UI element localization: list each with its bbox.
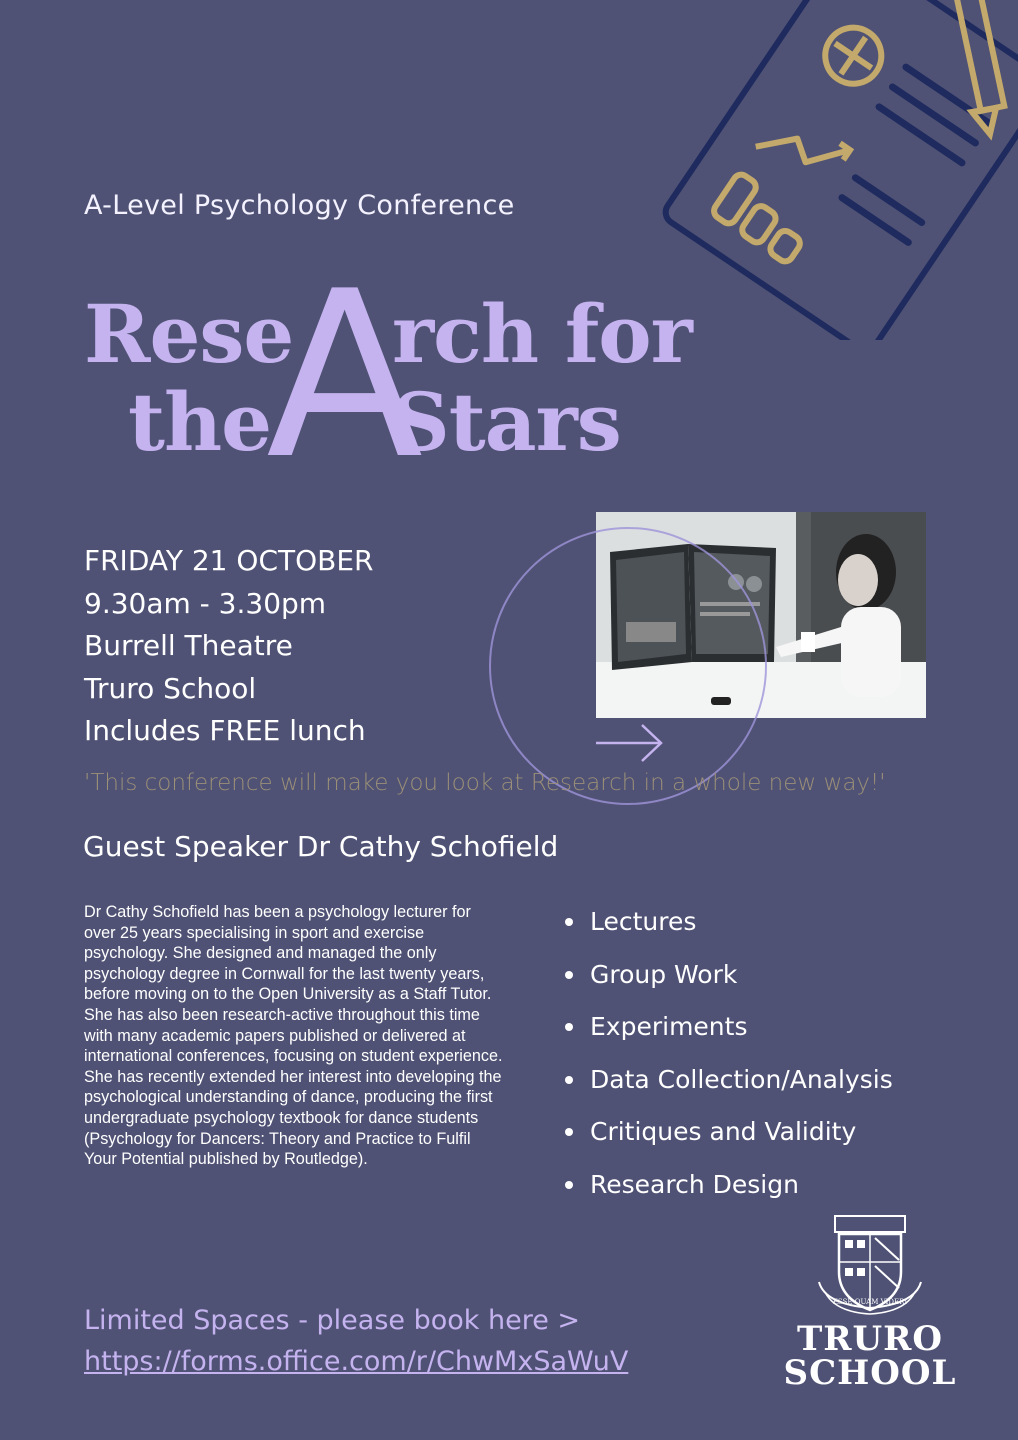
title-part: the <box>128 375 272 469</box>
logo-name-line2: SCHOOL <box>783 1353 957 1393</box>
list-item: Critiques and Validity <box>562 1106 893 1159</box>
event-lunch: Includes FREE lunch <box>84 714 366 747</box>
crest-icon <box>815 1212 925 1316</box>
document-chart-pencil-icon <box>660 0 1018 340</box>
topics-list <box>562 896 893 1212</box>
list-item: Data Collection/Analysis <box>562 1054 893 1107</box>
title-part: Rese <box>84 287 294 381</box>
logo-motto: ESSE QUAM VIDERI <box>832 1298 908 1306</box>
event-school: Truro School <box>84 671 257 705</box>
title-part: Stars <box>392 375 621 469</box>
booking-link[interactable]: https://forms.office.com/r/ChwMxSaWuV <box>84 1346 629 1377</box>
event-details <box>84 540 374 753</box>
speaker-bio: Dr Cathy Schofield has been a psychology lecturer for over 25 years specialising in sport and exercise psychology. She designed and managed the only psychology degree in Cornwall for the last twenty years, before moving on to the Open University as a Staff Tutor. She has also been research-active throughout this time with many academic papers published or delivered at international conferences, focusing on student experience. She has recently extended her interest into developing the psychological understanding of dance, producing the first undergraduate psychology textbook for dance students (Psychology for Dancers: Theory and Practice to Fulfil Your Potential published by Routledge). <box>84 903 503 1169</box>
booking-text: Limited Spaces - please book here > <box>84 1305 581 1336</box>
decorative-circle <box>488 522 768 812</box>
conference-subtitle: A-Level Psychology Conference <box>84 190 515 221</box>
school-logo <box>770 1212 970 1402</box>
event-venue: Burrell Theatre <box>84 629 293 662</box>
arrow-right-icon <box>594 720 666 766</box>
list-item: Experiments <box>562 1001 893 1054</box>
list-item: Research Design <box>562 1159 893 1212</box>
conference-quote: 'This conference will make you look at Research in a whole new way!' <box>84 770 886 796</box>
logo-name-line1: TRURO <box>796 1319 944 1359</box>
title-big-letter: A <box>266 243 424 510</box>
list-item: Group Work <box>562 949 893 1002</box>
list-item: Lectures <box>562 896 893 949</box>
booking-section <box>84 1300 628 1382</box>
title-part: rch for <box>392 287 692 381</box>
event-date: FRIDAY 21 OCTOBER <box>84 544 374 577</box>
event-time: 9.30am - 3.30pm <box>84 586 327 620</box>
guest-speaker-heading: Guest Speaker Dr Cathy Schofield <box>83 830 559 863</box>
